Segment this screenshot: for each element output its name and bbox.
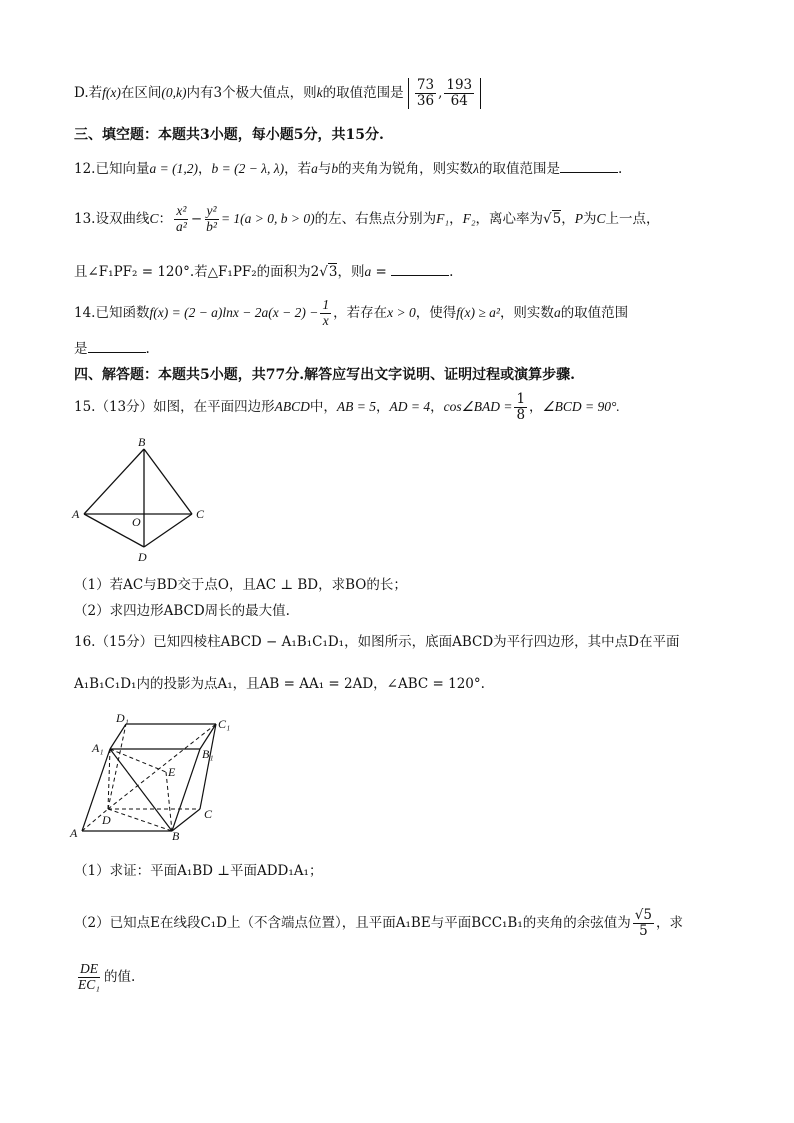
denominator: 36 xyxy=(416,92,435,109)
range-bracket: $\frac{73}{36}$ , $\frac{193}{64}$ xyxy=(408,78,481,109)
question-15-part-1: （1）若AC与BD交于点O，且AC ⊥ BD，求BO的长； xyxy=(74,577,407,593)
text: . xyxy=(145,341,150,357)
label-C: C xyxy=(196,507,205,521)
numerator: y² xyxy=(206,203,217,218)
label-B: B xyxy=(172,829,180,843)
question-15-part-2: （2）求四边形ABCD周长的最大值. xyxy=(74,603,290,619)
math: P xyxy=(574,210,583,226)
denominator: EC₁ xyxy=(78,976,100,992)
text: 上一点， xyxy=(605,210,660,227)
question-16-part-2-line-2 xyxy=(74,962,135,993)
text: = xyxy=(371,264,392,280)
label-E: E xyxy=(168,765,176,779)
text: 12.已知向量 xyxy=(74,161,150,177)
text: ，离心率为 xyxy=(475,210,544,227)
text: 的取值范围 xyxy=(560,304,629,321)
label-C1: C₁ xyxy=(218,717,231,731)
text: ， xyxy=(376,398,390,415)
text: 的取值范围是 xyxy=(322,84,404,101)
numerator: 1 xyxy=(322,297,330,312)
answer-blank xyxy=(391,263,449,276)
math: a xyxy=(364,264,372,279)
text: D.若 xyxy=(74,84,103,101)
fraction xyxy=(204,204,219,235)
text: 的取值范围是 xyxy=(478,161,560,177)
math: f(x) = (2 − a)lnx − 2a(x − 2) − xyxy=(149,304,319,320)
question-15 xyxy=(74,392,620,423)
text: . xyxy=(449,264,454,280)
denominator: b² xyxy=(206,218,217,234)
label-B1: B₁ xyxy=(202,747,214,761)
math: cos∠BAD = xyxy=(443,398,513,414)
math: a xyxy=(553,304,561,320)
text: 是 xyxy=(74,341,88,357)
question-14-line-2 xyxy=(74,340,150,359)
text: 在区间 xyxy=(120,84,162,101)
math: b = (2 − λ, λ) xyxy=(211,161,285,176)
label-B: B xyxy=(138,435,146,449)
fraction xyxy=(633,908,654,939)
question-16-part-2 xyxy=(74,908,683,939)
math: F₂ xyxy=(462,210,476,226)
math: f(x) ≥ a² xyxy=(456,304,500,320)
numerator: √5 xyxy=(634,907,652,923)
sqrt-radicand: 3 xyxy=(328,264,338,280)
text: 且∠F₁PF₂ = 120°.若△F₁PF₂的面积为2 xyxy=(74,264,320,280)
fraction xyxy=(174,204,189,235)
label-C: C xyxy=(204,807,213,821)
numerator: 1 xyxy=(516,391,526,407)
text: 的左、右焦点分别为 xyxy=(314,210,437,227)
denominator: a² xyxy=(176,218,187,234)
label-O: O xyxy=(132,515,141,529)
text: ， xyxy=(197,161,212,177)
numerator: 193 xyxy=(446,77,473,93)
text: 的夹角为锐角，则实数 xyxy=(338,161,474,177)
fraction xyxy=(514,392,527,423)
question-16: 16.（15分）已知四棱柱ABCD − A₁B₁C₁D₁，如图所示，底面ABCD为平行四边形，其中点D在平面 xyxy=(74,634,680,650)
math: k xyxy=(316,84,323,100)
math: a = (1,2) xyxy=(149,161,198,176)
text: ，若 xyxy=(284,161,312,177)
numerator: DE xyxy=(79,961,98,976)
text: ： xyxy=(158,210,172,227)
math: b xyxy=(331,161,339,176)
math: C xyxy=(596,210,606,226)
math: AD = 4 xyxy=(389,398,431,414)
math: F₁ xyxy=(436,210,450,226)
text: 与 xyxy=(317,161,332,177)
fraction xyxy=(415,78,436,109)
math: f(x) xyxy=(102,84,121,100)
question-13-line-2: 且∠F₁PF₂ = 120°.若△F₁PF₂的面积为2√3，则a = . xyxy=(74,264,454,280)
math: (0,k) xyxy=(161,84,187,100)
text: （2）已知点E在线段C₁D上（不含端点位置），且平面A₁BE与平面BCC₁B₁的夹角的余弦值为 xyxy=(74,914,631,931)
text: 的值. xyxy=(103,968,136,985)
label-A: A xyxy=(72,507,80,521)
text: ，则实数 xyxy=(499,304,554,321)
denominator: x xyxy=(322,312,329,328)
fraction xyxy=(320,298,331,329)
question-16-line-2: A₁B₁C₁D₁内的投影为点A₁，且AB = AA₁ = 2AD，∠ABC = 120°. xyxy=(74,676,485,692)
denominator: 5 xyxy=(639,922,648,939)
fraction xyxy=(76,962,102,993)
text: 13.设双曲线 xyxy=(74,210,150,227)
prism-figure xyxy=(68,710,231,843)
text: 中， xyxy=(309,398,337,415)
question-14 xyxy=(74,298,628,329)
question-12 xyxy=(74,160,622,179)
text: ，使得 xyxy=(415,304,457,321)
sqrt-radicand: 5 xyxy=(552,210,562,227)
answer-blank xyxy=(88,340,146,353)
section-3-heading: 三、填空题：本题共3小题，每小题5分，共15分. xyxy=(74,127,384,143)
numerator: 73 xyxy=(416,77,435,93)
answer-blank xyxy=(560,160,618,173)
denominator: 64 xyxy=(450,92,468,109)
text: ， xyxy=(561,210,575,227)
text: ，求 xyxy=(655,914,683,931)
math: AB = 5 xyxy=(336,398,377,414)
label-D: D xyxy=(138,550,147,564)
text: 14.已知函数 xyxy=(74,304,150,321)
math: = 1(a > 0, b > 0) xyxy=(220,210,315,226)
text: 内有3个极大值点，则 xyxy=(186,84,317,101)
question-16-part-1: （1）求证：平面A₁BD ⊥平面ADD₁A₁； xyxy=(74,863,323,879)
text: ，若存在 xyxy=(333,304,388,321)
text: ， xyxy=(430,398,444,415)
math: a xyxy=(311,161,318,176)
text: ， xyxy=(529,398,543,415)
math: x > 0 xyxy=(387,304,416,320)
denominator: 8 xyxy=(516,406,526,423)
label-A: A xyxy=(70,826,78,840)
option-d xyxy=(74,78,481,109)
text: ，则 xyxy=(337,264,365,280)
text: 15.（13分）如图，在平面四边形 xyxy=(74,398,275,415)
section-4-heading: 四、解答题：本题共5小题，共77分.解答应写出文字说明、证明过程或演算步骤. xyxy=(74,367,575,383)
text: ， xyxy=(449,210,463,227)
numerator: x² xyxy=(176,203,187,218)
math: ABCD xyxy=(274,398,310,414)
label-A1: A₁ xyxy=(92,741,104,755)
math: C xyxy=(149,210,159,226)
fraction xyxy=(444,78,474,109)
text: 为 xyxy=(583,210,597,227)
text: . xyxy=(617,161,623,177)
label-D: D xyxy=(102,813,111,827)
math: ∠BCD = 90°. xyxy=(542,398,620,414)
math: λ xyxy=(473,161,479,176)
quadrilateral-figure xyxy=(70,434,230,574)
question-13: 13.设双曲线C： $\frac{\text{x²}}{\text{a²}}$ − $\frac{\text{y²}}{\text{b²}}$ = 1(a > 0, b > 0)的左、右焦点分别为F₁，F₂，离心率为√5，P为C上一点， xyxy=(74,203,660,234)
label-D1: D₁ xyxy=(116,711,129,725)
